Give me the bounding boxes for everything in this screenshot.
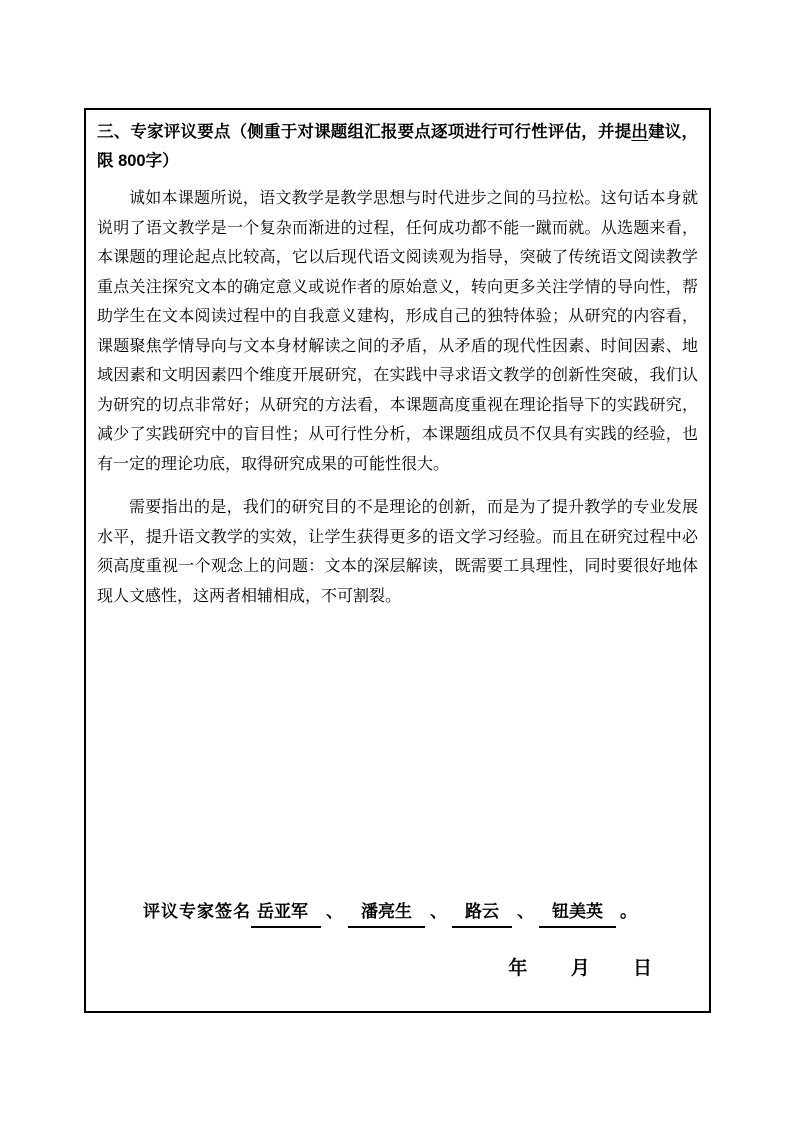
section-title [97,118,698,176]
signature-label: 评议专家签名 [143,902,251,921]
signature-terminator: 。 [620,902,637,921]
review-section-box [84,108,711,1013]
section-title-prefix: 三、专家评议要点（侧重于对课题组汇报要点逐项进行可行性评估，并提 [97,123,632,141]
signature-name-4: 钮美英 [539,899,616,928]
signature-name-1: 岳亚军 [251,899,321,928]
signature-separator-3: 、 [517,902,534,921]
review-paragraph-1: 诚如本课题所说，语文教学是教学思想与时代进步之间的马拉松。这句话本身就说明了语文教学是一个复杂而渐进的过程，任何成功都不能一蹴而就。从选题来看，本课题的理论起点比较高，它以后现代语文阅读观为指导，突破了传统语文阅读教学重点关注探究文本的确定意义或说作者的原始意义，转向更多关注学情的导向性，帮助学生在文本阅读过程中的自我意义建构，形成自己的独特体验；从研究的内容看，课题聚焦学情导向与文本身材解读之间的矛盾，从矛盾的现代性因素、时间因素、地域因素和文明因素四个维度开展研究，在实践中寻求语文教学的创新性突破，我们认为研究的切点非常好；从研究的方法看，本课题高度重视在理论指导下的实践研究，减少了实践研究中的盲目性；从可行性分析，本课题组成员不仅具有实践的经验，也有一定的理论功底，取得研究成果的可能性很大。 [97,190,698,473]
section-title-suffix: 建议，限 800字） [97,123,699,170]
signature-row [143,899,698,928]
section-title-underlined-char: 出 [631,123,649,141]
date-row [97,956,698,982]
date-day-label: 日 [632,958,652,979]
date-year-label: 年 [508,958,528,979]
signature-separator-2: 、 [430,902,447,921]
review-paragraph-2: 需要指出的是，我们的研究目的不是理论的创新，而是为了提升教学的专业发展水平，提升语文教学的实效，让学生获得更多的语文学习经验。而且在研究过程中必须高度重视一个观念上的问题：文本的深层解读，既需要工具理性，同时要很好地体现人文感性，这两者相辅相成，不可割裂。 [97,499,698,605]
date-month-label: 月 [570,958,590,979]
signature-separator-1: 、 [326,902,343,921]
signature-name-2: 潘亮生 [348,899,425,928]
signature-name-3: 路云 [452,899,512,928]
